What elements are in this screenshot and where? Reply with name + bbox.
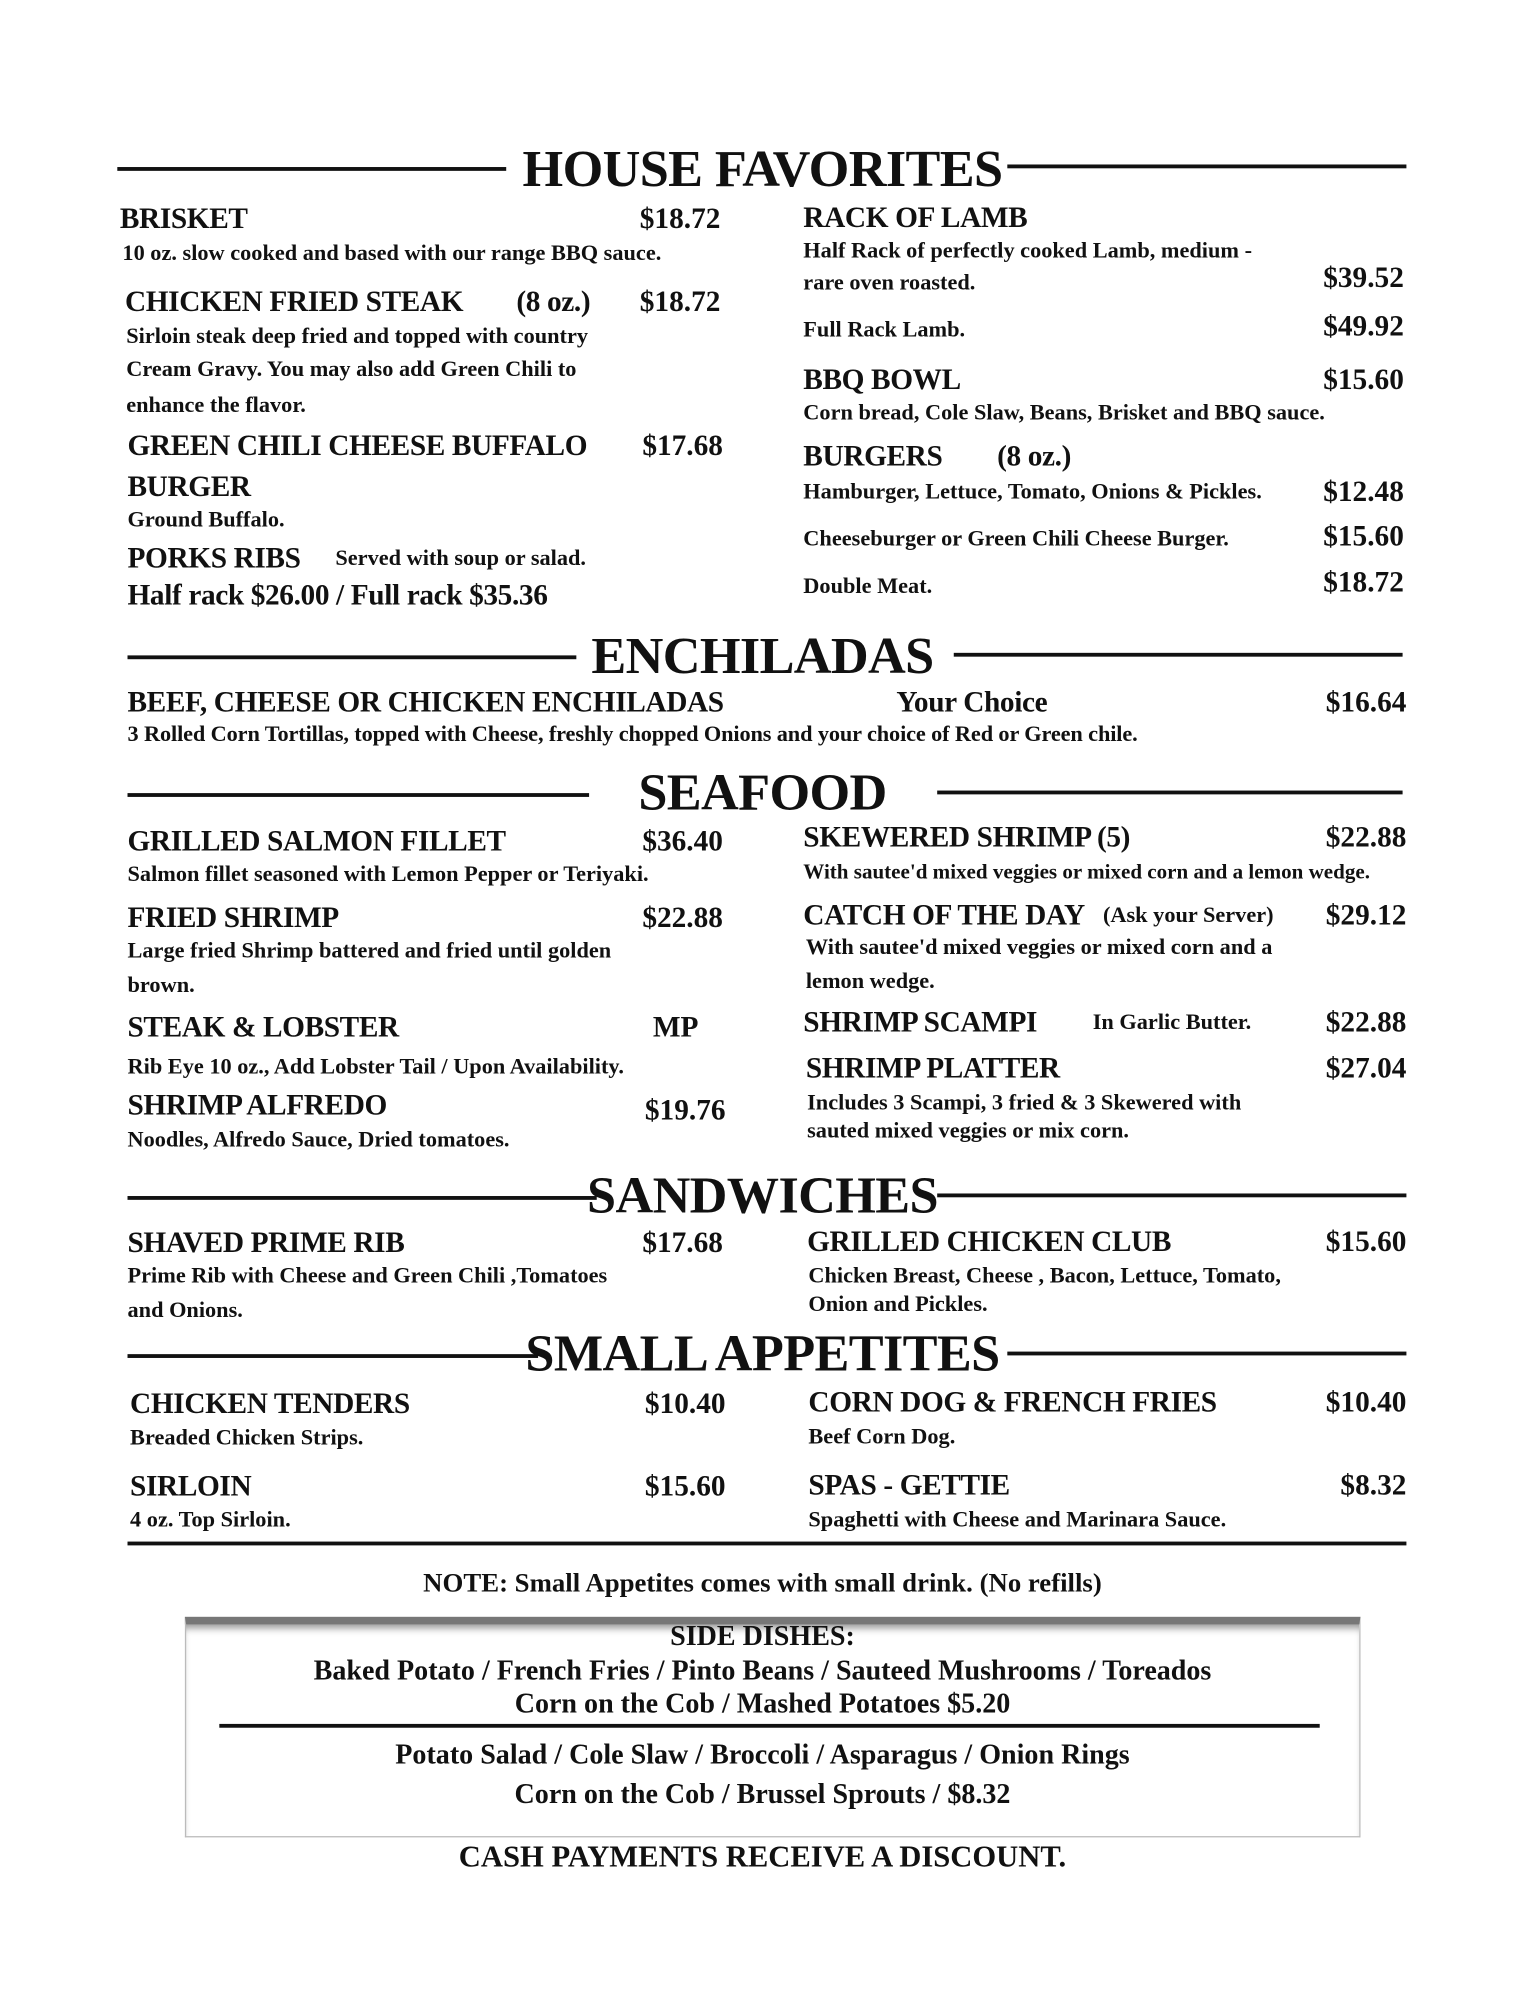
burger-option: Cheeseburger or Green Chili Cheese Burger.	[803, 525, 1229, 551]
side-dishes-line: Potato Salad / Cole Slaw / Broccoli / Asparagus / Onion Rings	[395, 1737, 1130, 1770]
item-desc: brown.	[127, 971, 195, 998]
item-price: $15.60	[644, 1470, 726, 1503]
item-desc: Noodles, Alfredo Sauce, Dried tomatoes.	[127, 1125, 510, 1152]
item-name: BBQ BOWL	[803, 363, 961, 396]
divider	[128, 1542, 1407, 1546]
item-desc: 3 Rolled Corn Tortillas, topped with Cheese, freshly chopped Onions and your choice of Red or Green chile.	[127, 720, 1138, 746]
item-price: $18.72	[1323, 566, 1404, 599]
item-name: SHRIMP SCAMPI	[803, 1006, 1038, 1038]
item-name: SPAS - GETTIE	[808, 1468, 1010, 1501]
item-desc: Cream Gravy. You may also add Green Chili to	[126, 355, 577, 382]
item-price: $36.40	[642, 824, 723, 857]
item-name: SIRLOIN	[130, 1470, 252, 1503]
item-desc: 10 oz. slow cooked and based with our range BBQ sauce.	[122, 239, 662, 266]
item-price: Half rack $26.00 / Full rack $35.36	[127, 578, 548, 611]
item-note: Served with soup or salad.	[335, 544, 587, 570]
burger-option: Double Meat.	[803, 572, 933, 599]
item-price: $39.52	[1323, 261, 1404, 294]
side-dishes-line: Corn on the Cob / Brussel Sprouts / $8.32	[514, 1777, 1011, 1810]
item-price: $15.60	[1323, 520, 1404, 553]
item-desc: Large fried Shrimp battered and fried until golden	[127, 937, 612, 963]
cash-discount-note: CASH PAYMENTS RECEIVE A DISCOUNT.	[458, 1841, 1067, 1875]
item-name: GRILLED SALMON FILLET	[127, 824, 506, 857]
item-price: $49.92	[1323, 309, 1404, 342]
item-desc: Full Rack Lamb.	[803, 316, 966, 342]
item-price: $22.88	[1325, 821, 1407, 854]
item-name: BRISKET	[119, 202, 248, 235]
item-price: $22.88	[1325, 1006, 1407, 1038]
item-desc: Rib Eye 10 oz., Add Lobster Tail / Upon Availability.	[127, 1053, 624, 1079]
side-dishes-title: SIDE DISHES:	[670, 1619, 855, 1652]
burger-option: Hamburger, Lettuce, Tomato, Onions & Pickles.	[803, 478, 1262, 504]
item-name: SHRIMP PLATTER	[805, 1051, 1060, 1084]
item-desc: Sirloin steak deep fried and topped with country	[126, 322, 589, 349]
item-price: $19.76	[644, 1094, 726, 1126]
section-title-seafood: SEAFOOD	[638, 762, 887, 822]
item-price: MP	[652, 1011, 699, 1044]
item-desc: rare oven roasted.	[803, 269, 976, 295]
item-note: In Garlic Butter.	[1092, 1008, 1252, 1035]
item-price: $17.68	[642, 429, 723, 462]
item-price: $10.40	[1325, 1386, 1407, 1418]
section-title-house-favorites: HOUSE FAVORITES	[522, 138, 1003, 198]
item-price: $12.48	[1323, 475, 1404, 508]
item-desc: enhance the flavor.	[126, 391, 306, 417]
item-name: GREEN CHILI CHEESE BUFFALO	[127, 429, 588, 462]
item-price: $17.68	[642, 1226, 723, 1259]
item-size: (8 oz.)	[997, 439, 1071, 472]
item-name: CATCH OF THE DAY	[803, 898, 1085, 931]
item-desc: Breaded Chicken Strips.	[130, 1424, 364, 1450]
item-desc: Corn bread, Cole Slaw, Beans, Brisket and BBQ sauce.	[803, 399, 1325, 425]
small-appetites-note: NOTE: Small Appetites comes with small drink. (No refills)	[423, 1567, 1102, 1598]
item-price: $27.04	[1325, 1051, 1407, 1084]
item-name: BURGERS	[803, 439, 943, 472]
item-price: $29.12	[1325, 898, 1407, 931]
item-name: STEAK & LOBSTER	[127, 1011, 399, 1044]
item-price: $16.64	[1325, 685, 1407, 718]
item-price: $15.60	[1325, 1225, 1407, 1258]
item-price: $15.60	[1323, 363, 1404, 396]
item-price: $18.72	[639, 202, 721, 235]
item-price: $10.40	[644, 1387, 726, 1420]
item-name: FRIED SHRIMP	[127, 901, 339, 934]
section-title-small-appetites: SMALL APPETITES	[525, 1323, 1000, 1383]
item-name: CORN DOG & FRENCH FRIES	[808, 1386, 1217, 1418]
item-name: SKEWERED SHRIMP (5)	[803, 821, 1131, 854]
item-name: PORKS RIBS	[127, 541, 301, 574]
item-desc: Onion and Pickles.	[808, 1290, 988, 1316]
item-price: $22.88	[642, 901, 723, 934]
item-desc: With sautee'd mixed veggies or mixed corn and a lemon wedge.	[803, 859, 1370, 884]
item-desc: 4 oz. Top Sirloin.	[130, 1505, 291, 1532]
item-desc: Ground Buffalo.	[127, 506, 285, 532]
item-note: (Ask your Server)	[1102, 901, 1274, 927]
section-title-enchiladas: ENCHILADAS	[591, 626, 934, 685]
item-size: (8 oz.)	[516, 285, 591, 318]
item-name: CHICKEN TENDERS	[130, 1387, 410, 1420]
section-title-sandwiches: SANDWICHES	[587, 1165, 938, 1225]
side-dishes-line: Corn on the Cob / Mashed Potatoes $5.20	[514, 1686, 1011, 1719]
item-desc: and Onions.	[127, 1296, 243, 1323]
item-desc: Salmon fillet seasoned with Lemon Pepper or Teriyaki.	[127, 860, 649, 887]
item-desc: lemon wedge.	[805, 967, 935, 994]
item-price: $18.72	[639, 285, 721, 318]
item-desc: Spaghetti with Cheese and Marinara Sauce.	[808, 1505, 1227, 1532]
item-name: CHICKEN FRIED STEAK	[124, 285, 464, 318]
item-desc: sauted mixed veggies or mix corn.	[807, 1116, 1130, 1143]
item-desc: Includes 3 Scampi, 3 fried & 3 Skewered with	[807, 1088, 1242, 1115]
item-name: BURGER	[127, 470, 251, 503]
item-desc: Beef Corn Dog.	[808, 1422, 956, 1449]
item-name: BEEF, CHEESE OR CHICKEN ENCHILADAS	[127, 685, 724, 718]
item-desc: Prime Rib with Cheese and Green Chili ,Tomatoes	[127, 1262, 608, 1288]
item-price: $8.32	[1340, 1468, 1407, 1501]
item-name: SHRIMP ALFREDO	[127, 1088, 387, 1121]
item-name: GRILLED CHICKEN CLUB	[807, 1225, 1172, 1258]
item-desc: With sautee'd mixed veggies or mixed corn and a	[805, 933, 1273, 959]
side-dishes-line: Baked Potato / French Fries / Pinto Beans / Sauteed Mushrooms / Toreados	[313, 1653, 1212, 1686]
item-desc: Chicken Breast, Cheese , Bacon, Lettuce, Tomato,	[808, 1262, 1281, 1288]
item-desc: Half Rack of perfectly cooked Lamb, medium -	[803, 237, 1253, 263]
item-note: Your Choice	[896, 685, 1048, 718]
item-name: RACK OF LAMB	[803, 201, 1028, 234]
item-name: SHAVED PRIME RIB	[127, 1226, 405, 1259]
divider	[219, 1724, 1319, 1728]
